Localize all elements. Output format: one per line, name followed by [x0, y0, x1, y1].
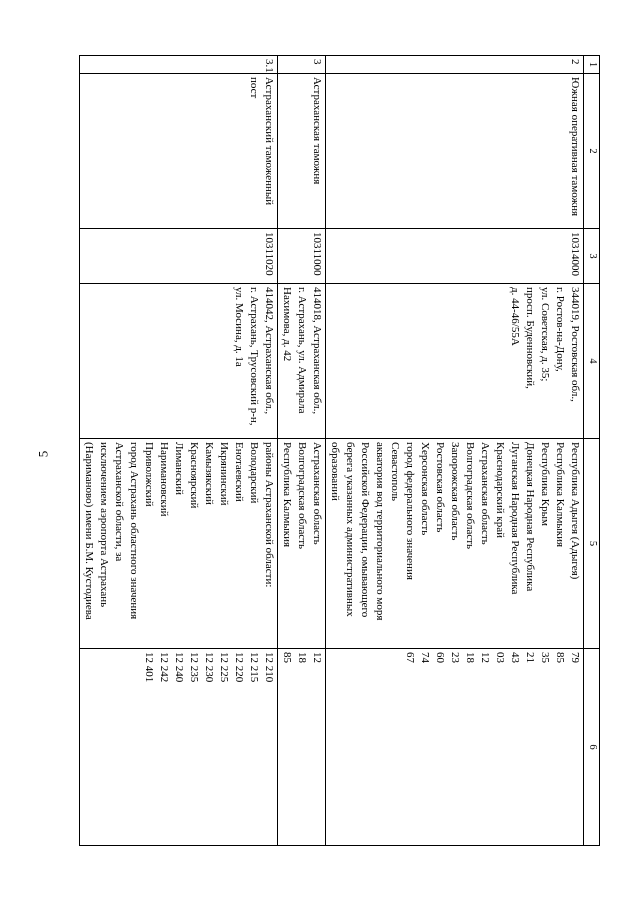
address-line: д. 44-46/55А: [509, 287, 521, 346]
region-codes-line: 18: [464, 652, 476, 663]
column-header: 4: [584, 284, 600, 439]
region-codes-line: 12 230: [203, 652, 215, 683]
customs-code: 10311020: [80, 229, 278, 284]
address-line: Нахимова, д. 42: [281, 287, 293, 362]
regions-line: Донецкая Народная Республика: [524, 442, 536, 592]
region-codes-line: 67: [404, 652, 416, 663]
region-codes: [326, 649, 584, 846]
region-codes-line: 12 240: [173, 652, 185, 683]
address-line: г. Астрахань, ул. Адмирала: [296, 287, 308, 414]
regions-line: Красноярский: [188, 442, 200, 509]
regions-line: Республика Калмыкия: [554, 442, 566, 548]
customs-name: Астраханская таможня: [278, 74, 326, 229]
regions-line: Республика Адыгея (Адыгея): [569, 442, 581, 580]
region-codes: [80, 649, 278, 846]
regions-line: Камызякский: [203, 442, 215, 505]
column-header: 2: [584, 74, 600, 229]
regions-line: образований: [329, 442, 341, 501]
regions-line: город Астрахань областного значения: [128, 442, 140, 620]
regions-line: Икрянинский: [218, 442, 230, 506]
regions-line: Астраханская область: [479, 442, 491, 545]
regions-line: Республика Калмыкия: [281, 442, 293, 548]
regions: [80, 439, 278, 649]
region-codes-line: 60: [434, 652, 446, 663]
row-number: 3.1: [80, 56, 278, 74]
regions-line: Ростовская область: [434, 442, 446, 533]
row-number: 3: [278, 56, 326, 74]
address: [80, 284, 278, 439]
customs-name: Астраханский таможенный пост: [80, 74, 278, 229]
regions-line: Астраханской области, за: [113, 442, 125, 562]
address: [326, 284, 584, 439]
address-line: г. Ростов-на-Дону,: [554, 287, 566, 372]
address-line: ул. Мосина, д. 1а: [233, 287, 245, 367]
regions-line: (Нариманово) имени Б.М. Кустодиева: [83, 442, 95, 620]
region-codes-line: 18: [296, 652, 308, 663]
region-codes-line: 21: [524, 652, 536, 663]
region-codes-line: 35: [539, 652, 551, 663]
address-line: г. Астрахань, Трусовский р-н,: [248, 287, 260, 426]
region-codes-line: 85: [554, 652, 566, 663]
region-codes-line: 12 220: [233, 652, 245, 683]
region-codes: [278, 649, 326, 846]
address-line: 414018, Астраханская обл.,: [311, 287, 323, 415]
regions-line: Российской Федерации, омывающего: [359, 442, 371, 618]
regions-line: город федерального значения: [404, 442, 416, 580]
region-codes-line: 12 210: [263, 652, 275, 683]
address-line: 344019, Ростовская обл.,: [569, 287, 581, 402]
regions-line: Республика Крым: [539, 442, 551, 526]
table-row: [326, 56, 584, 846]
region-codes-line: 12: [311, 652, 323, 663]
customs-code: 10311000: [278, 229, 326, 284]
column-header: 5: [584, 439, 600, 649]
regions-line: берега указанных административных: [344, 442, 356, 617]
region-codes-line: 12 215: [248, 652, 260, 683]
region-codes-line: 23: [449, 652, 461, 663]
column-header: 1: [584, 56, 600, 74]
regions-line: акватория вод территориального моря: [374, 442, 386, 621]
regions-line: Краснодарский край: [494, 442, 506, 539]
page-number: 5: [35, 450, 51, 458]
row-number: 2: [326, 56, 584, 74]
region-codes-line: 43: [509, 652, 521, 663]
header-row: [584, 56, 600, 846]
address-line: 414042, Астраханская обл.,: [263, 287, 275, 415]
region-codes-line: 12: [479, 652, 491, 663]
customs-table-wrapper: [65, 55, 600, 845]
regions-line: Наримановский: [158, 442, 170, 517]
address-line: просп. Буденновский,: [524, 287, 536, 389]
regions-line: Лиманский: [173, 442, 185, 496]
regions-line: районы Астраханской области:: [263, 442, 275, 588]
customs-code: 10314000: [326, 229, 584, 284]
region-codes-line: 12 401: [143, 652, 155, 683]
address: [278, 284, 326, 439]
regions-line: Волгоградская область: [464, 442, 476, 550]
regions-line: Запорожская область: [449, 442, 461, 541]
region-codes-line: 12 242: [158, 652, 170, 683]
regions-line: исключением аэропорта Астрахань: [98, 442, 110, 608]
column-header: 6: [584, 649, 600, 846]
region-codes-line: 85: [281, 652, 293, 663]
regions-line: Херсонская область: [419, 442, 431, 536]
regions-line: Волгоградская область: [296, 442, 308, 550]
customs-name: Южная оперативная таможня: [326, 74, 584, 229]
region-codes-line: 12 225: [218, 652, 230, 683]
region-codes-line: 12 235: [188, 652, 200, 683]
regions-line: Володарский: [248, 442, 260, 504]
regions-line: Енотаевский: [233, 442, 245, 502]
region-codes-line: 74: [419, 652, 431, 663]
regions-line: Севастополь: [389, 442, 401, 502]
regions-line: Астраханская область: [311, 442, 323, 545]
regions: [278, 439, 326, 649]
address-line: ул. Советская, д. 35;: [539, 287, 551, 382]
regions: [326, 439, 584, 649]
region-codes-line: 79: [569, 652, 581, 663]
region-codes-line: 03: [494, 652, 506, 663]
customs-table: [79, 55, 600, 846]
regions-line: Приволжский: [143, 442, 155, 507]
table-row: [80, 56, 278, 846]
table-row: [278, 56, 326, 846]
column-header: 3: [584, 229, 600, 284]
regions-line: Луганская Народная Республика: [509, 442, 521, 595]
